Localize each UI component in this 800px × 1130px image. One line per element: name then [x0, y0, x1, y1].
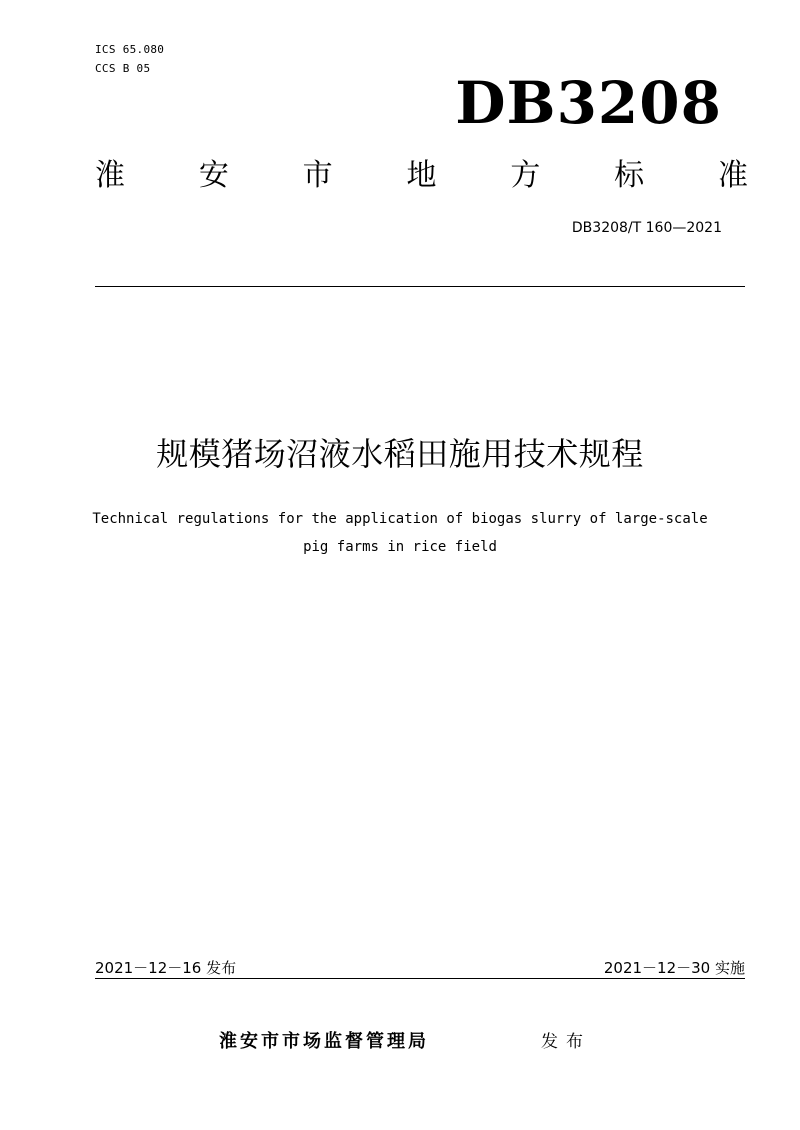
document-title-en-line: pig farms in rice field	[303, 539, 497, 555]
date-row	[95, 958, 745, 978]
implement-date: 2021－12－30 实施	[603, 959, 745, 977]
standard-number: DB3208/T 160—2021	[571, 220, 722, 236]
standard-type	[95, 158, 748, 194]
standard-type-char: 安	[198, 158, 229, 193]
standard-code: DB3208	[455, 69, 722, 137]
standard-type-char: 淮	[95, 158, 125, 193]
ics-code: ICS 65.080	[95, 43, 165, 56]
standard-type-char: 标	[614, 158, 645, 193]
issue-date: 2021－12－16 发布	[95, 959, 237, 977]
document-title-en	[60, 505, 740, 561]
standard-type-char: 准	[717, 158, 748, 193]
document-title-cn: 规模猪场沼液水稻田施用技术规程	[156, 435, 644, 473]
publish-label: 发布	[541, 1032, 591, 1052]
standard-type-char: 方	[510, 158, 541, 193]
publisher-name: 淮安市市场监督管理局	[219, 1031, 429, 1052]
footer-divider	[95, 978, 745, 979]
standard-type-char: 地	[406, 158, 437, 193]
document-title-en-line: Technical regulations for the application of biogas slurry of large-scale	[92, 511, 708, 527]
standard-type-char: 市	[302, 158, 333, 193]
ccs-code: CCS B 05	[95, 62, 151, 75]
header-divider	[95, 286, 745, 287]
